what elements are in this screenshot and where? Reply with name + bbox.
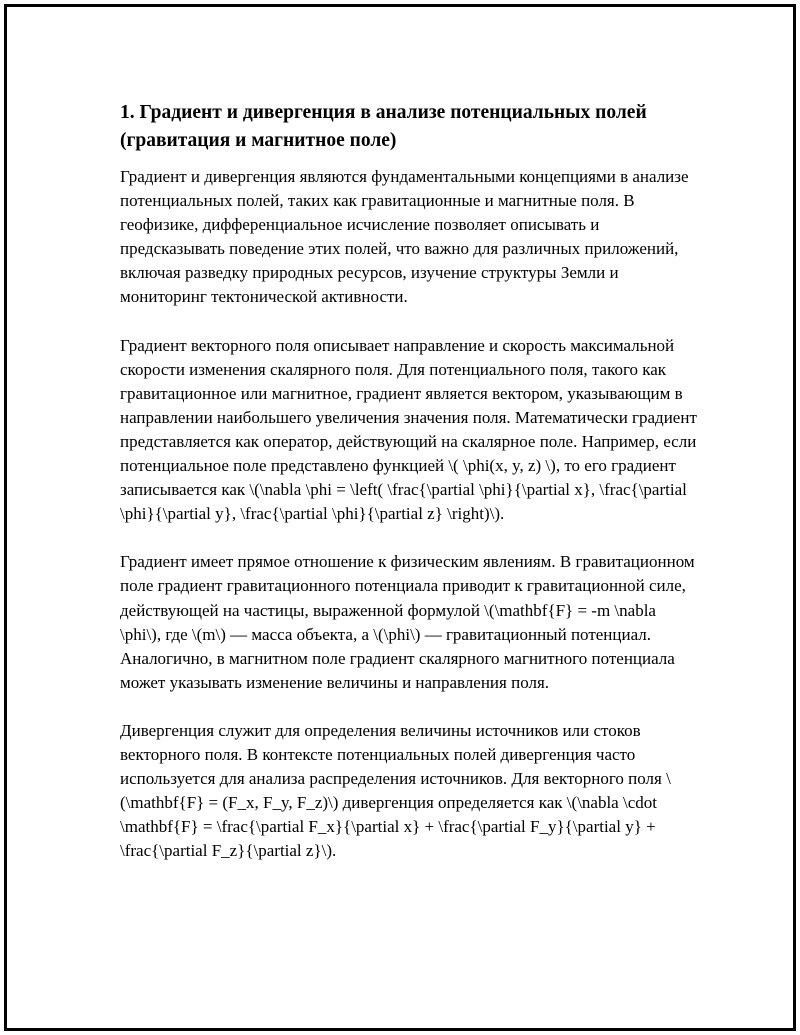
paragraph-gradient-physics: Градиент имеет прямое отношение к физическим явлениям. В гравитационном поле градиент гравитационного потенциала приводит к гравитационной силе, действующей на частицы, выраженной формулой \(\mathbf{F} = -m \nabla \phi\), где \(m\) — масса объекта, а \(\phi\) — гравитационный потенциал. Аналогично, в магнитном поле градиент скалярного магнитного потенциала может указывать изменение величины и направления поля. [120,552,695,692]
section-title: 1. Градиент и дивергенция в анализе потенциальных полей (гравитация и магнитное поле) [120,102,647,151]
document-body [120,99,698,887]
paragraph-gradient-definition: Градиент векторного поля описывает направление и скорость максимальной скорости изменения скалярного поля. Для потенциального поля, такого как гравитационное или магнитное, градиент является вектором, указывающим в направлении наибольшего увеличения значения поля. Математически градиент представляется как оператор, действующий на скалярное поле. Например, если потенциальное поле представлено функцией \( \phi(x, y, z) \), то его градиент записывается как \(\nabla \phi = \left( \frac{\partial \phi}{\partial x}, \frac{\partial \phi}{\partial y}, \frac{\partial \phi}{\partial z} \right)\). [120,335,697,524]
paragraph-divergence: Дивергенция служит для определения величины источников или стоков векторного поля. В контексте потенциальных полей дивергенция часто используется для анализа распределения источников. Для векторного поля \(\mathbf{F} = (F_x, F_y, F_z)\) дивергенция определяется как \(\nabla \cdot \mathbf{F} = \frac{\partial F_x}{\partial x} + \frac{\partial F_y}{\partial y} + \frac{\partial F_z}{\partial z}\). [120,720,671,861]
paragraph-intro: Градиент и дивергенция являются фундаментальными концепциями в анализе потенциальных полей, таких как гравитационные и магнитные поля. В геофизике, дифференциальное исчисление позволяет описывать и предсказывать поведение этих полей, что важно для различных приложений, включая разведку природных ресурсов, изучение структуры Земли и мониторинг тектонической активности. [120,167,689,307]
page-border [4,4,796,1031]
